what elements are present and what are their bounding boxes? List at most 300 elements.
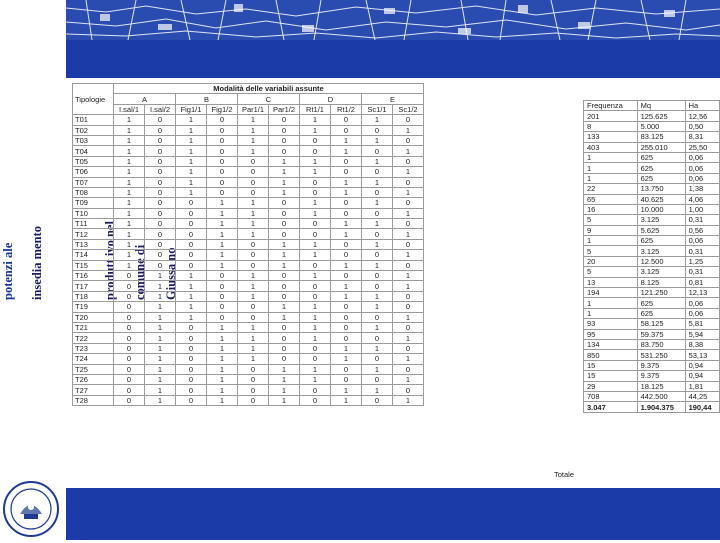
table-row (73, 146, 424, 156)
table-cell: 1 (145, 312, 176, 322)
row-label: T19 (73, 302, 114, 312)
freq-cell: 0,06 (685, 298, 719, 308)
row-label: T08 (73, 187, 114, 197)
table-row (73, 281, 424, 291)
freq-cell: 0,31 (685, 267, 719, 277)
table-cell: 1 (207, 260, 238, 270)
freq-cell: 13 (584, 277, 638, 287)
table-cell: 1 (300, 167, 331, 177)
table-cell: 0 (362, 395, 393, 405)
table-cell: 0 (238, 239, 269, 249)
table-cell: 0 (207, 312, 238, 322)
table-cell: 1 (114, 229, 145, 239)
table-cell: 1 (238, 281, 269, 291)
subcol-header: I.sal/2 (145, 104, 176, 114)
table-cell: 0 (269, 322, 300, 332)
freq-cell: 5,94 (685, 329, 719, 339)
freq-row (584, 277, 720, 287)
row-label: T01 (73, 115, 114, 125)
table-cell: 0 (300, 177, 331, 187)
table-cell: 0 (269, 125, 300, 135)
table-cell: 0 (269, 115, 300, 125)
table-cell: 0 (145, 187, 176, 197)
freq-cell: 29 (584, 381, 638, 391)
freq-cell: 4,06 (685, 194, 719, 204)
table-cell: 1 (238, 146, 269, 156)
freq-row (584, 308, 720, 318)
table-row (73, 271, 424, 281)
table-cell: 1 (238, 115, 269, 125)
table-cell: 1 (362, 135, 393, 145)
freq-row (584, 163, 720, 173)
table-cell: 0 (176, 208, 207, 218)
subcol-header: Rt1/2 (331, 104, 362, 114)
table-row (73, 135, 424, 145)
freq-cell: 1 (584, 308, 638, 318)
table-row (73, 343, 424, 353)
freq-cell: 3.125 (637, 215, 685, 225)
university-seal-logo (2, 480, 60, 538)
table-cell: 0 (145, 135, 176, 145)
freq-cell: 8,31 (685, 132, 719, 142)
table-row (73, 291, 424, 301)
row-label: T07 (73, 177, 114, 187)
table-cell: 0 (207, 115, 238, 125)
table-cell: 0 (145, 146, 176, 156)
table-cell: 0 (362, 125, 393, 135)
table-cell: 1 (362, 291, 393, 301)
table-cell: 0 (238, 156, 269, 166)
table-cell: 1 (362, 156, 393, 166)
sidebar-caption-col4: comune di (133, 244, 147, 300)
freq-cell: 3.125 (637, 267, 685, 277)
table-cell: 0 (114, 322, 145, 332)
table-cell: 1 (300, 364, 331, 374)
table-cell: 0 (207, 156, 238, 166)
total-frequenza: 3.047 (584, 402, 638, 412)
table-cell: 1 (207, 219, 238, 229)
table-cell: 0 (362, 333, 393, 343)
table-cell: 0 (145, 208, 176, 218)
table-cell: 1 (207, 385, 238, 395)
table-row (73, 322, 424, 332)
table-cell: 0 (114, 385, 145, 395)
table-cell: 1 (331, 135, 362, 145)
table-cell: 1 (300, 302, 331, 312)
table-cell: 1 (114, 187, 145, 197)
table-cell: 1 (238, 219, 269, 229)
table-cell: 1 (176, 177, 207, 187)
freq-cell: 0,06 (685, 308, 719, 318)
group-header-e: E (362, 94, 424, 104)
freq-cell: 0,06 (685, 152, 719, 162)
table-row (73, 208, 424, 218)
table-cell: 1 (393, 187, 424, 197)
table-cell: 1 (176, 125, 207, 135)
freq-row (584, 236, 720, 246)
table-cell: 1 (176, 156, 207, 166)
table-cell: 1 (362, 177, 393, 187)
table-cell: 0 (331, 239, 362, 249)
table-row (73, 333, 424, 343)
table-cell: 1 (114, 135, 145, 145)
freq-cell: 134 (584, 339, 638, 349)
table-cell: 0 (238, 385, 269, 395)
freq-row (584, 339, 720, 349)
table-cell: 0 (207, 291, 238, 301)
table-cell: 1 (238, 135, 269, 145)
freq-cell: 8.125 (637, 277, 685, 287)
table-cell: 0 (269, 281, 300, 291)
freq-cell: 1 (584, 173, 638, 183)
row-label: T06 (73, 167, 114, 177)
subcol-header: Fig1/1 (176, 104, 207, 114)
table-cell: 0 (145, 239, 176, 249)
freq-row (584, 371, 720, 381)
table-cell: 1 (362, 343, 393, 353)
table-cell: 0 (393, 198, 424, 208)
table-cell: 0 (145, 115, 176, 125)
freq-header: Frequenza (584, 101, 638, 111)
table-cell: 0 (393, 291, 424, 301)
table-cell: 1 (238, 208, 269, 218)
table-cell: 1 (300, 239, 331, 249)
freq-row (584, 246, 720, 256)
table-cell: 0 (238, 177, 269, 187)
row-label: T05 (73, 156, 114, 166)
freq-row (584, 152, 720, 162)
table-cell: 0 (331, 208, 362, 218)
table-cell: 0 (145, 156, 176, 166)
row-label: T14 (73, 250, 114, 260)
table-row (73, 156, 424, 166)
col-header-tipologie: Tipologie (73, 84, 114, 115)
table-cell: 1 (114, 250, 145, 260)
subcol-header: Sc1/2 (393, 104, 424, 114)
total-ha: 190,44 (685, 402, 719, 412)
table-cell: 0 (300, 291, 331, 301)
table-cell: 0 (238, 250, 269, 260)
freq-row (584, 256, 720, 266)
table-cell: 1 (269, 239, 300, 249)
table-cell: 0 (362, 374, 393, 384)
table-cell: 0 (269, 291, 300, 301)
row-label: T17 (73, 281, 114, 291)
freq-cell: 1,81 (685, 381, 719, 391)
table-row (73, 115, 424, 125)
table-cell: 1 (362, 219, 393, 229)
row-label: T26 (73, 374, 114, 384)
table-cell: 0 (331, 271, 362, 281)
table-cell: 0 (269, 135, 300, 145)
table-cell: 1 (393, 271, 424, 281)
freq-cell: 5 (584, 267, 638, 277)
table-cell: 0 (331, 250, 362, 260)
table-cell: 0 (331, 198, 362, 208)
row-label: T24 (73, 354, 114, 364)
table-cell: 0 (176, 354, 207, 364)
sidebar-caption-col5: Giussa no (164, 247, 178, 300)
table-cell: 1 (362, 302, 393, 312)
table-cell: 0 (362, 271, 393, 281)
table-cell: 0 (393, 156, 424, 166)
table-cell: 0 (114, 312, 145, 322)
freq-cell: 9 (584, 225, 638, 235)
freq-row (584, 288, 720, 298)
table-cell: 1 (362, 198, 393, 208)
table-cell: 0 (300, 187, 331, 197)
table-row (73, 374, 424, 384)
freq-cell: 1,25 (685, 256, 719, 266)
table-cell: 0 (238, 395, 269, 405)
table-cell: 1 (331, 343, 362, 353)
table-cell: 0 (207, 187, 238, 197)
table-cell: 1 (269, 250, 300, 260)
table-cell: 0 (114, 364, 145, 374)
table-cell: 1 (114, 260, 145, 270)
table-cell: 1 (300, 115, 331, 125)
freq-row (584, 142, 720, 152)
row-label: T22 (73, 333, 114, 343)
freq-cell: 13.750 (637, 184, 685, 194)
freq-cell: 0,06 (685, 163, 719, 173)
freq-row (584, 319, 720, 329)
group-header-b: B (176, 94, 238, 104)
table-cell: 1 (300, 271, 331, 281)
table-cell: 1 (145, 374, 176, 384)
freq-row (584, 391, 720, 401)
row-label: T04 (73, 146, 114, 156)
table-cell: 1 (393, 167, 424, 177)
table-cell: 0 (269, 219, 300, 229)
table-cell: 0 (331, 364, 362, 374)
freq-cell: 15 (584, 360, 638, 370)
table-cell: 1 (300, 198, 331, 208)
table-cell: 1 (145, 281, 176, 291)
table-cell: 1 (114, 239, 145, 249)
table-cell: 0 (300, 146, 331, 156)
table-cell: 1 (207, 364, 238, 374)
freq-cell: 625 (637, 308, 685, 318)
table-cell: 0 (300, 354, 331, 364)
table-cell: 0 (269, 146, 300, 156)
table-cell: 0 (362, 167, 393, 177)
freq-cell: 5 (584, 246, 638, 256)
table-row (73, 125, 424, 135)
table-cell: 1 (331, 146, 362, 156)
table-cell: 0 (114, 333, 145, 343)
freq-cell: 121.250 (637, 288, 685, 298)
table-cell: 0 (238, 260, 269, 270)
table-cell: 0 (269, 354, 300, 364)
freq-row (584, 121, 720, 131)
freq-cell: 403 (584, 142, 638, 152)
freq-cell: 3.125 (637, 246, 685, 256)
subcol-header: Rt1/1 (300, 104, 331, 114)
freq-cell: 93 (584, 319, 638, 329)
row-label: T25 (73, 364, 114, 374)
table-cell: 0 (207, 135, 238, 145)
table-cell: 1 (269, 156, 300, 166)
table-cell: 0 (393, 239, 424, 249)
table-cell: 1 (269, 177, 300, 187)
table-cell: 1 (114, 167, 145, 177)
table-cell: 0 (362, 250, 393, 260)
table-cell: 1 (269, 260, 300, 270)
table-cell: 0 (331, 115, 362, 125)
freq-row (584, 173, 720, 183)
table-cell: 1 (362, 115, 393, 125)
table-cell: 1 (238, 333, 269, 343)
table-cell: 1 (176, 115, 207, 125)
table-cell: 0 (114, 302, 145, 312)
row-label: T15 (73, 260, 114, 270)
table-cell: 0 (176, 364, 207, 374)
freq-cell: 5.625 (637, 225, 685, 235)
freq-cell: 625 (637, 152, 685, 162)
total-mq: 1.904.375 (637, 402, 685, 412)
table-cell: 0 (176, 395, 207, 405)
table-cell: 0 (176, 343, 207, 353)
data-table (72, 83, 424, 406)
table-cell: 0 (393, 177, 424, 187)
table-row (73, 385, 424, 395)
table-cell: 1 (238, 229, 269, 239)
table-cell: 0 (207, 146, 238, 156)
table-cell: 0 (393, 364, 424, 374)
table-cell: 0 (300, 343, 331, 353)
freq-cell: 44,25 (685, 391, 719, 401)
table-cell: 0 (145, 229, 176, 239)
table-cell: 1 (176, 291, 207, 301)
freq-cell: 0,56 (685, 225, 719, 235)
table-cell: 1 (393, 312, 424, 322)
table-cell: 1 (114, 125, 145, 135)
table-cell: 0 (269, 208, 300, 218)
sidebar-caption-col1: potenzi ale (1, 242, 15, 300)
row-label: T11 (73, 219, 114, 229)
table-cell: 1 (269, 312, 300, 322)
table-cell: 1 (145, 354, 176, 364)
table-cell: 1 (331, 229, 362, 239)
table-cell: 1 (331, 177, 362, 187)
table-cell: 0 (300, 135, 331, 145)
freq-cell: 850 (584, 350, 638, 360)
table-cell: 1 (114, 146, 145, 156)
table-cell: 0 (300, 260, 331, 270)
freq-cell: 59.375 (637, 329, 685, 339)
table-cell: 1 (207, 250, 238, 260)
row-label: T21 (73, 322, 114, 332)
table-cell: 0 (393, 115, 424, 125)
freq-cell: 0,50 (685, 121, 719, 131)
table-cell: 0 (393, 302, 424, 312)
table-cell: 1 (393, 229, 424, 239)
table-cell: 1 (331, 187, 362, 197)
freq-cell: 12,13 (685, 288, 719, 298)
table-cell: 0 (269, 271, 300, 281)
table-cell: 1 (207, 229, 238, 239)
table-cell: 1 (114, 208, 145, 218)
frequency-table (583, 100, 720, 413)
table-cell: 0 (238, 364, 269, 374)
freq-row (584, 204, 720, 214)
table-cell: 1 (176, 187, 207, 197)
table-cell: 0 (269, 343, 300, 353)
row-label: T03 (73, 135, 114, 145)
freq-row (584, 360, 720, 370)
table-cell: 1 (176, 312, 207, 322)
table-cell: 1 (207, 343, 238, 353)
table-cell: 0 (114, 291, 145, 301)
table-cell: 1 (393, 395, 424, 405)
table-cell: 0 (269, 198, 300, 208)
freq-cell: 9.375 (637, 371, 685, 381)
row-label: T10 (73, 208, 114, 218)
table-cell: 1 (238, 198, 269, 208)
freq-cell: 1 (584, 152, 638, 162)
table-cell: 0 (269, 333, 300, 343)
freq-cell: 1 (584, 236, 638, 246)
table-cell: 1 (300, 125, 331, 135)
table-cell: 0 (145, 198, 176, 208)
freq-cell: 18.125 (637, 381, 685, 391)
table-row (73, 364, 424, 374)
freq-cell: 12,56 (685, 111, 719, 121)
group-header-c: C (238, 94, 300, 104)
row-label: T18 (73, 291, 114, 301)
table-cell: 0 (393, 135, 424, 145)
subcol-header: Fig1/2 (207, 104, 238, 114)
table-cell: 0 (176, 229, 207, 239)
table-cell: 1 (393, 374, 424, 384)
table-row (73, 312, 424, 322)
table-cell: 0 (300, 385, 331, 395)
table-cell: 1 (145, 385, 176, 395)
table-row (73, 198, 424, 208)
table-cell: 0 (362, 146, 393, 156)
ha-header: Ha (685, 101, 719, 111)
table-cell: 0 (114, 271, 145, 281)
freq-cell: 0,06 (685, 236, 719, 246)
table-cell: 0 (176, 322, 207, 332)
row-label: T12 (73, 229, 114, 239)
table-cell: 0 (176, 385, 207, 395)
freq-cell: 1,38 (685, 184, 719, 194)
table-cell: 1 (145, 395, 176, 405)
table-cell: 1 (393, 354, 424, 364)
table-cell: 0 (331, 322, 362, 332)
table-cell: 1 (145, 333, 176, 343)
table-cell: 0 (362, 281, 393, 291)
table-cell: 0 (207, 271, 238, 281)
table-cell: 0 (176, 239, 207, 249)
table-cell: 1 (362, 239, 393, 249)
table-cell: 1 (331, 260, 362, 270)
subcol-header: Par1/2 (269, 104, 300, 114)
row-label: T09 (73, 198, 114, 208)
table-cell: 1 (176, 271, 207, 281)
table-cell: 0 (176, 198, 207, 208)
table-cell: 1 (114, 115, 145, 125)
table-cell: 1 (362, 322, 393, 332)
table-cell: 1 (145, 343, 176, 353)
freq-cell: 8,38 (685, 339, 719, 349)
row-label: T20 (73, 312, 114, 322)
table-cell: 0 (114, 374, 145, 384)
table-cell: 1 (145, 291, 176, 301)
group-header-d: D (300, 94, 362, 104)
